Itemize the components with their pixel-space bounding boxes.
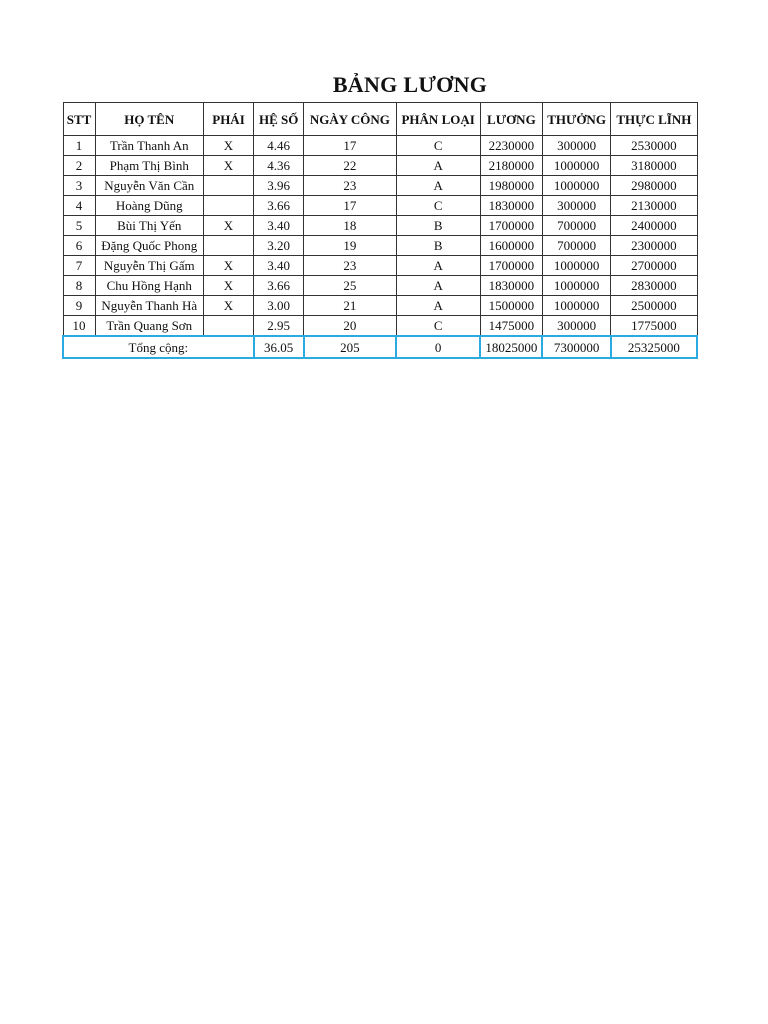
cell-sex: X: [203, 296, 253, 316]
cell-name: Bùi Thị Yến: [95, 216, 203, 236]
cell-bonus: 700000: [542, 236, 610, 256]
cell-sex: X: [203, 136, 253, 156]
cell-net: 2300000: [611, 236, 697, 256]
cell-net: 2830000: [611, 276, 697, 296]
cell-bonus: 1000000: [542, 296, 610, 316]
cell-coef: 3.40: [254, 256, 304, 276]
cell-coef: 3.40: [254, 216, 304, 236]
cell-sex: [203, 176, 253, 196]
cell-salary: 2180000: [480, 156, 542, 176]
cell-sex: X: [203, 256, 253, 276]
cell-bonus: 300000: [542, 196, 610, 216]
cell-net: 2130000: [611, 196, 697, 216]
cell-coef: 3.66: [254, 276, 304, 296]
cell-net: 2400000: [611, 216, 697, 236]
cell-name: Chu Hồng Hạnh: [95, 276, 203, 296]
cell-salary: 1830000: [480, 196, 542, 216]
cell-sex: X: [203, 216, 253, 236]
cell-days: 21: [304, 296, 396, 316]
header-net: THỰC LĨNH: [611, 103, 697, 136]
cell-days: 17: [304, 136, 396, 156]
cell-name: Phạm Thị Bình: [95, 156, 203, 176]
cell-bonus: 1000000: [542, 256, 610, 276]
table-row: [63, 196, 697, 216]
salary-table: [62, 102, 698, 359]
cell-class: A: [396, 296, 480, 316]
table-row: [63, 276, 697, 296]
table-row: [63, 156, 697, 176]
totals-days: 205: [304, 336, 396, 358]
cell-stt: 8: [63, 276, 95, 296]
header-name: HỌ TÊN: [95, 103, 203, 136]
cell-bonus: 300000: [542, 316, 610, 337]
cell-bonus: 1000000: [542, 176, 610, 196]
table-row: [63, 176, 697, 196]
cell-sex: [203, 236, 253, 256]
cell-days: 17: [304, 196, 396, 216]
cell-salary: 1500000: [480, 296, 542, 316]
table-row: [63, 136, 697, 156]
totals-salary: 18025000: [480, 336, 542, 358]
cell-days: 20: [304, 316, 396, 337]
header-bonus: THƯỞNG: [542, 103, 610, 136]
table-row: [63, 296, 697, 316]
cell-salary: 1700000: [480, 256, 542, 276]
cell-net: 1775000: [611, 316, 697, 337]
cell-stt: 10: [63, 316, 95, 337]
cell-bonus: 1000000: [542, 276, 610, 296]
table-row: [63, 316, 697, 337]
page-title: BẢNG LƯƠNG: [332, 72, 488, 97]
cell-class: A: [396, 276, 480, 296]
cell-stt: 6: [63, 236, 95, 256]
cell-name: Trần Thanh An: [95, 136, 203, 156]
cell-class: C: [396, 196, 480, 216]
cell-sex: X: [203, 276, 253, 296]
cell-days: 18: [304, 216, 396, 236]
cell-net: 2530000: [611, 136, 697, 156]
cell-coef: 4.46: [254, 136, 304, 156]
cell-bonus: 300000: [542, 136, 610, 156]
cell-sex: [203, 196, 253, 216]
cell-coef: 4.36: [254, 156, 304, 176]
cell-salary: 1830000: [480, 276, 542, 296]
cell-name: Hoàng Dũng: [95, 196, 203, 216]
cell-name: Nguyễn Văn Cần: [95, 176, 203, 196]
cell-name: Nguyễn Thị Gấm: [95, 256, 203, 276]
totals-net: 25325000: [611, 336, 697, 358]
cell-coef: 3.20: [254, 236, 304, 256]
totals-row: [63, 336, 697, 358]
totals-bonus: 7300000: [542, 336, 610, 358]
table-row: [63, 236, 697, 256]
cell-net: 3180000: [611, 156, 697, 176]
cell-days: 25: [304, 276, 396, 296]
cell-coef: 3.66: [254, 196, 304, 216]
cell-net: 2980000: [611, 176, 697, 196]
cell-salary: 1980000: [480, 176, 542, 196]
cell-sex: X: [203, 156, 253, 176]
cell-class: A: [396, 256, 480, 276]
totals-label: Tổng cộng:: [63, 336, 254, 358]
cell-stt: 7: [63, 256, 95, 276]
cell-days: 23: [304, 176, 396, 196]
cell-stt: 4: [63, 196, 95, 216]
cell-net: 2500000: [611, 296, 697, 316]
cell-class: B: [396, 216, 480, 236]
cell-stt: 2: [63, 156, 95, 176]
cell-stt: 3: [63, 176, 95, 196]
header-sex: PHÁI: [203, 103, 253, 136]
cell-name: Trần Quang Sơn: [95, 316, 203, 337]
header-days: NGÀY CÔNG: [304, 103, 396, 136]
cell-days: 19: [304, 236, 396, 256]
cell-stt: 9: [63, 296, 95, 316]
header-row: [63, 103, 697, 136]
cell-coef: 2.95: [254, 316, 304, 337]
cell-class: A: [396, 156, 480, 176]
cell-days: 23: [304, 256, 396, 276]
cell-class: A: [396, 176, 480, 196]
cell-stt: 5: [63, 216, 95, 236]
table-row: [63, 216, 697, 236]
header-class: PHÂN LOẠI: [396, 103, 480, 136]
cell-bonus: 700000: [542, 216, 610, 236]
cell-class: C: [396, 316, 480, 337]
cell-salary: 2230000: [480, 136, 542, 156]
cell-bonus: 1000000: [542, 156, 610, 176]
cell-sex: [203, 316, 253, 337]
cell-coef: 3.00: [254, 296, 304, 316]
cell-salary: 1700000: [480, 216, 542, 236]
cell-name: Nguyễn Thanh Hà: [95, 296, 203, 316]
totals-class: 0: [396, 336, 480, 358]
cell-net: 2700000: [611, 256, 697, 276]
cell-name: Đặng Quốc Phong: [95, 236, 203, 256]
cell-coef: 3.96: [254, 176, 304, 196]
cell-stt: 1: [63, 136, 95, 156]
cell-class: B: [396, 236, 480, 256]
cell-salary: 1600000: [480, 236, 542, 256]
cell-days: 22: [304, 156, 396, 176]
table-row: [63, 256, 697, 276]
cell-salary: 1475000: [480, 316, 542, 337]
header-salary: LƯƠNG: [480, 103, 542, 136]
totals-coef: 36.05: [254, 336, 304, 358]
header-coef: HỆ SỐ: [254, 103, 304, 136]
cell-class: C: [396, 136, 480, 156]
table-body: [63, 136, 697, 337]
header-stt: STT: [63, 103, 95, 136]
